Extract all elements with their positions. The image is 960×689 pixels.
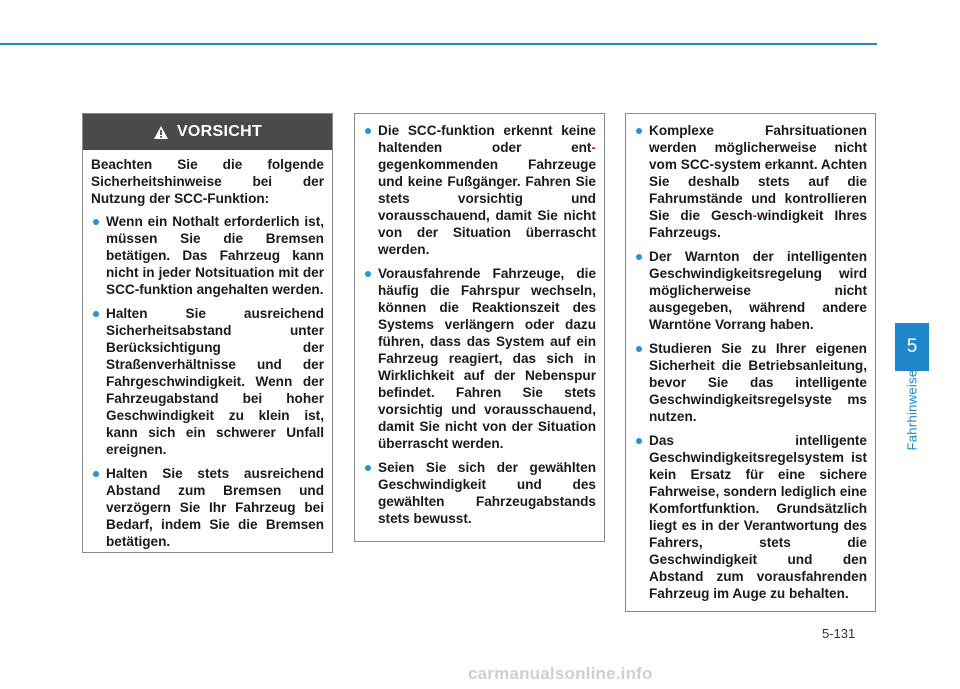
caution-panel [82,113,333,553]
list-item-text: gegenkommenden Fahrzeuge und keine Fußgänger. Fahren Sie stets vorsichtig und vorausschauend, damit Sie nicht von der Situation überrascht werden. [378,157,596,257]
list-item: Vorausfahrende Fahrzeuge, die häufig die Fahrspur wechseln, können die Reaktionszeit des Systems verlängern oder dazu führen, dass das System auf ein Fahrzeug reagiert, das sich in Wirklichkeit auf der Nebenspur befindet. Fahren Sie stets vorsichtig und vorausschauend, damit Sie nicht von der Situation überrascht werden. [363,265,596,452]
caution-list [363,122,596,527]
list-item [634,122,867,241]
caution-header [83,114,332,150]
list-item: Seien Sie sich der gewählten Geschwindigkeit und des gewählten Fahrzeugabstands stets bewusst. [363,459,596,527]
page-number: 5-131 [822,626,856,641]
chapter-label: Fahrhinweise [904,369,920,451]
list-item [363,122,596,258]
list-item: Studieren Sie zu Ihrer eigenen Sicherheit die Betriebsanleitung, bevor Sie das intelligente Geschwindigkeitsregelsyste ms nutzen. [634,340,867,425]
list-item: Das intelligente Geschwindigkeitsregelsystem ist kein Ersatz für eine sichere Fahrweise, sondern lediglich eine Komfortfunktion. Grundsätzlich liegt es in der Verantwortung des Fahrers, stets die Geschwindigkeit und den Abstand zum vorausfahrenden Fahrzeug im Auge zu behalten. [634,432,867,602]
list-item-text: windigkeit Ihres Fahrzeugs. [649,208,868,240]
hyphen-mark: - [591,140,596,155]
caution-panel-continued [625,113,876,612]
caution-list [634,122,867,602]
list-item: Der Warnton der intelligenten Geschwindigkeitsregelung wird möglicherweise nicht ausgegeben, während andere Warntöne Vorrang haben. [634,248,867,333]
caution-title: VORSICHT [176,123,263,140]
watermark: carmanualsonline.info [468,664,653,683]
list-item-text: Komplexe Fahrsituationen werden möglicherweise nicht vom SCC-system erkannt. Achten Sie deshalb stets auf die Fahrumstände und kontrollieren Sie die Gesch [649,123,867,223]
hyphen-mark: - [752,208,758,223]
list-item: Halten Sie ausreichend Sicherheitsabstand unter Berücksichtigung der Straßenverhältnisse und der Fahrgeschwindigkeit. Wenn der Fahrzeugabstand bei hoher Geschwindigkeit zu klein ist, kann sich ein schwerer Unfall ereignen. [91,305,324,458]
list-item-text: Die SCC-funktion erkennt keine haltenden oder ent [378,123,596,155]
list-item: Wenn ein Nothalt erforderlich ist, müssen Sie die Bremsen betätigen. Das Fahrzeug kann nicht in jeder Notsituation mit der SCC-funktion angehalten werden. [91,213,324,298]
caution-intro: Beachten Sie die folgende Sicherheitshinweise bei der Nutzung der SCC-Funktion: [91,157,324,206]
chapter-tab: 5 [895,323,929,371]
caution-list [91,213,324,550]
list-item: Halten Sie stets ausreichend Abstand zum Bremsen und verzögern Sie Ihr Fahrzeug bei Bedarf, indem Sie die Bremsen betätigen. [91,465,324,550]
warning-triangle-icon [153,125,169,140]
caution-panel-continued [354,113,605,542]
top-rule [0,43,877,45]
